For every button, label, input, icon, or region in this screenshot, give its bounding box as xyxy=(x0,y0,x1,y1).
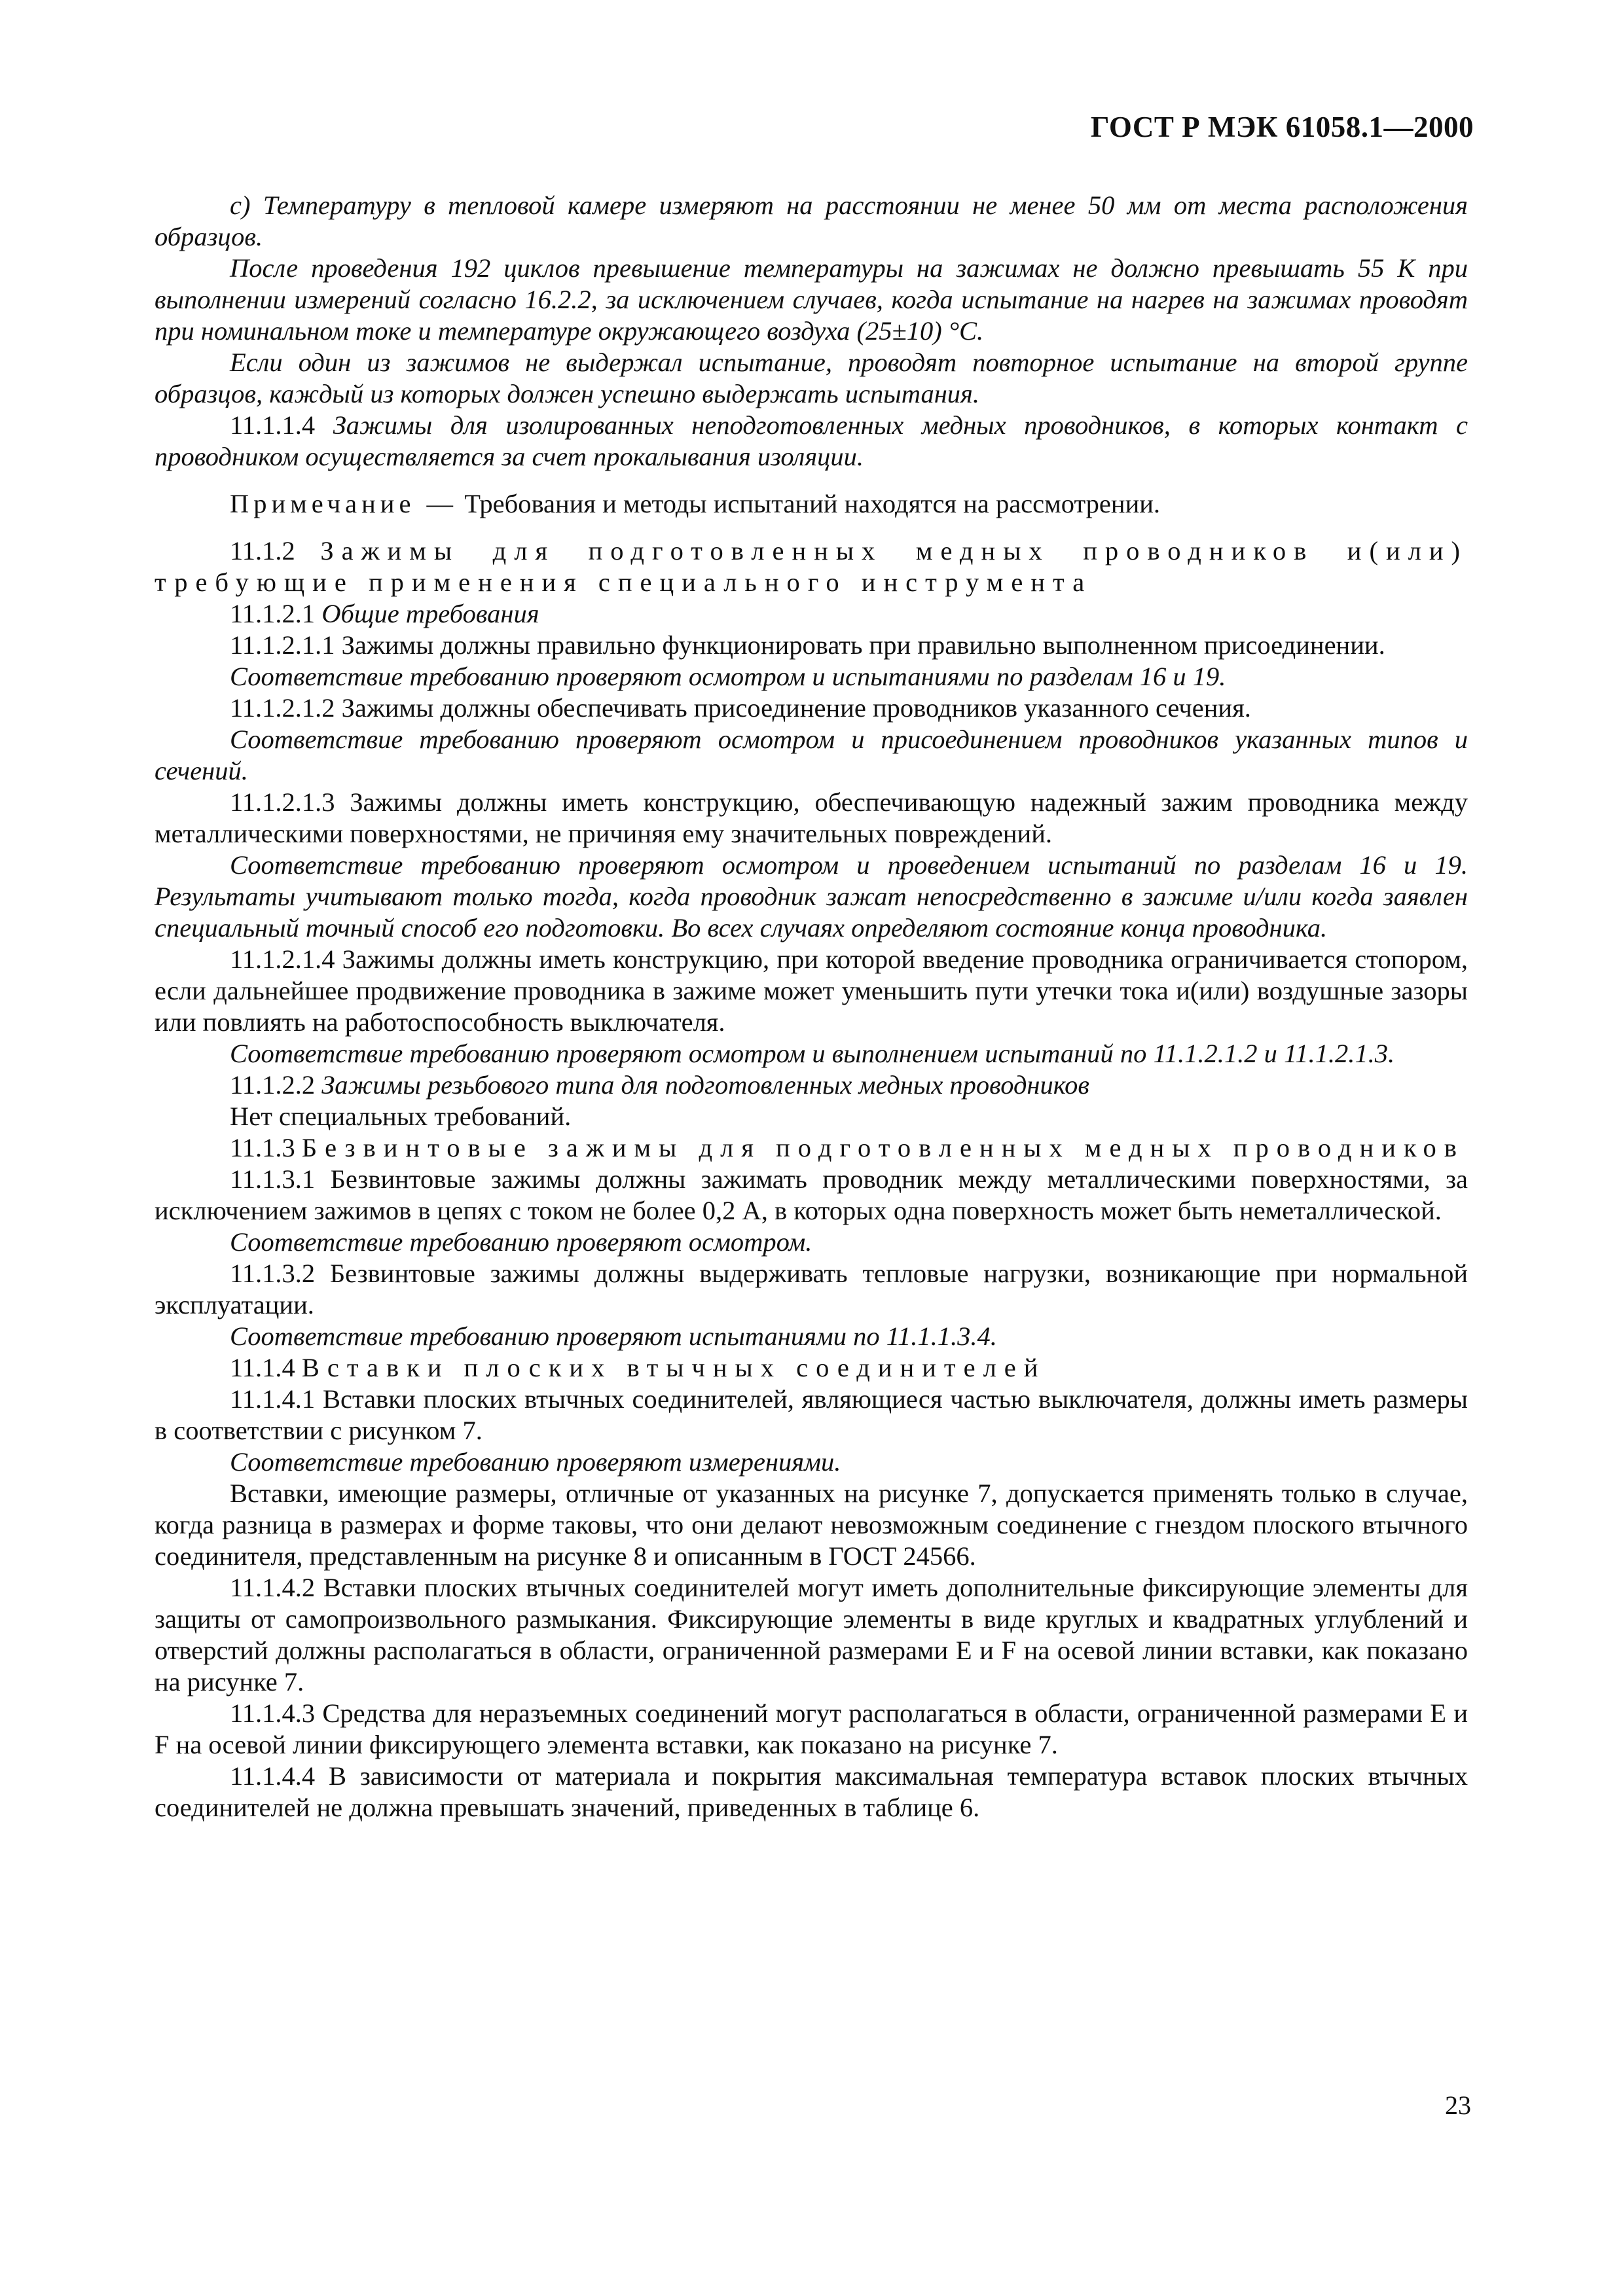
clause-text: Зажимы должны обеспечивать присоединение проводников указанного сечения. xyxy=(341,693,1251,723)
clause-title: Зажимы для подготовленных медных проводников и(или) требующие применения специального инструмента xyxy=(155,536,1468,597)
clause-number: 11.1.2.1.2 xyxy=(230,693,335,723)
note-label: Примечание — xyxy=(230,489,458,518)
clause-number: 11.1.4.2 xyxy=(230,1573,316,1602)
clause-11-1-2-1-2 xyxy=(155,692,1468,724)
clause-11-1-4-4 xyxy=(155,1761,1468,1823)
compliance-text: Соответствие требованию проверяют измерениями. xyxy=(230,1447,841,1477)
paragraph-tabs-sizes: Вставки, имеющие размеры, отличные от указанных на рисунке 7, допускается применять только в случае, когда разница в размерах и форме таковы, что они делают невозможным соединение с гнездом плоского втычного соединителя, представленным на рисунке 8 и описанным в ГОСТ 24566. xyxy=(155,1479,1468,1571)
clause-11-1-4-2 xyxy=(155,1572,1468,1698)
clause-number: 11.1.4.4 xyxy=(230,1761,316,1791)
clause-11-1-4-1 xyxy=(155,1384,1468,1446)
clause-number: 11.1.1.4 xyxy=(230,410,316,440)
clause-text: В зависимости от материала и покрытия максимальная температура вставок плоских втычных соединителей не должна превышать значений, приведенных в таблице 6. xyxy=(155,1761,1468,1822)
clause-text: Безвинтовые зажимы должны зажимать проводник между металлическими поверхностями, за исключением зажимов в цепях с током не более 0,2 А, в которых одна поверхность может быть неметаллической. xyxy=(155,1164,1468,1225)
clause-number: 11.1.2 xyxy=(230,536,295,565)
clause-number: 11.1.4.1 xyxy=(230,1384,316,1414)
clause-number: 11.1.3.2 xyxy=(230,1259,316,1288)
clause-title: Вставки плоских втычных соединителей xyxy=(301,1353,1046,1382)
clause-11-1-4-3 xyxy=(155,1698,1468,1761)
clause-11-1-3-2 xyxy=(155,1258,1468,1321)
clause-11-1-1-4 xyxy=(155,410,1468,473)
clause-number: 11.1.3.1 xyxy=(230,1164,316,1194)
clause-text: Зажимы должны иметь конструкцию, при которой введение проводника ограничивается стопором, если дальнейшее продвижение проводника в зажиме может уменьшить пути утечки тока и(или) воздушные зазоры или повлиять на работоспособность выключателя. xyxy=(155,944,1468,1037)
clause-11-1-4 xyxy=(155,1352,1468,1384)
compliance-text: Соответствие требованию проверяют осмотром. xyxy=(230,1227,812,1257)
paragraph-temperature-rise: После проведения 192 циклов превышение температуры на зажимах не должно превышать 55 К при выполнении измерений согласно 16.2.2, за исключением случаев, когда испытание на нагрев на зажимах проводят при номинальном токе и температуре окружающего воздуха (25±10) °С. xyxy=(155,253,1468,346)
clause-title: Зажимы для изолированных неподготовленных медных проводников, в которых контакт с проводником осуществляется за счет прокалывания изоляции. xyxy=(155,410,1468,471)
clause-number: 11.1.4.3 xyxy=(230,1698,316,1728)
standard-header: ГОСТ Р МЭК 61058.1—2000 xyxy=(1090,111,1474,143)
paragraph-c: c) Температуру в тепловой камере измеряют на расстоянии не менее 50 мм от места расположения образцов. xyxy=(155,190,1468,251)
note-text: Требования и методы испытаний находятся на рассмотрении. xyxy=(464,489,1161,518)
clause-number: 11.1.2.1.3 xyxy=(230,787,335,817)
note xyxy=(155,488,1468,520)
clause-title: Общие требования xyxy=(321,599,539,628)
paragraph-retest: Если один из зажимов не выдержал испытание, проводят повторное испытание на второй группе образцов, каждый из которых должен успешно выдержать испытания. xyxy=(155,348,1468,408)
clause-number: 11.1.2.1.4 xyxy=(230,944,335,974)
clause-11-1-3-1 xyxy=(155,1164,1468,1227)
compliance-text: Соответствие требованию проверяют осмотром и проведением испытаний по разделам 16 и 19. Результаты учитывают только тогда, когда проводник зажат непосредственно в зажиме и/или когда заявлен специальный точный способ его подготовки. Во всех случаях определяют состояние конца проводника. xyxy=(155,850,1468,942)
compliance-text: Соответствие требованию проверяют осмотром и выполнением испытаний по 11.1.2.1.2 и 11.1.2.1.3. xyxy=(230,1039,1395,1068)
clause-11-1-2-1-4 xyxy=(155,944,1468,1038)
clause-number: 11.1.3 xyxy=(230,1133,295,1162)
clause-11-1-2-1-3 xyxy=(155,787,1468,850)
clause-11-1-2-1-1 xyxy=(155,630,1468,661)
compliance-text: Соответствие требованию проверяют испытаниями по 11.1.1.3.4. xyxy=(230,1321,997,1351)
compliance-text: Соответствие требованию проверяют осмотром и испытаниями по разделам 16 и 19. xyxy=(230,662,1226,691)
clause-text: Средства для неразъемных соединений могут располагаться в области, ограниченной размерами Е и F на осевой линии фиксирующего элемента вставки, как показано на рисунке 7. xyxy=(155,1698,1468,1759)
clause-text: Зажимы должны иметь конструкцию, обеспечивающую надежный зажим проводника между металлическими поверхностями, не причиняя ему значительных повреждений. xyxy=(155,787,1468,848)
clause-11-1-2-2 xyxy=(155,1069,1468,1101)
clause-11-1-2 xyxy=(155,535,1468,598)
clause-11-1-3 xyxy=(155,1132,1468,1164)
compliance-text: Соответствие требованию проверяют осмотром и присоединением проводников указанных типов и сечений. xyxy=(155,725,1468,785)
paragraph-no-requirements: Нет специальных требований. xyxy=(230,1102,572,1131)
clause-text: Вставки плоских втычных соединителей, являющиеся частью выключателя, должны иметь размеры в соответствии с рисунком 7. xyxy=(155,1384,1468,1445)
clause-text: Вставки плоских втычных соединителей могут иметь дополнительные фиксирующие элементы для защиты от самопроизвольного размыкания. Фиксирующие элементы в виде круглых и квадратных углублений и отверстий должны располагаться в области, ограниченной размерами Е и F на осевой линии вставки, как показано на рисунке 7. xyxy=(155,1573,1468,1696)
page-body xyxy=(155,190,1468,1823)
clause-title: Зажимы резьбового типа для подготовленных медных проводников xyxy=(321,1070,1090,1100)
clause-number: 11.1.2.1.1 xyxy=(230,630,335,660)
clause-title: Безвинтовые зажимы для подготовленных медных проводников xyxy=(301,1133,1465,1162)
clause-number: 11.1.2.2 xyxy=(230,1070,316,1100)
clause-number: 11.1.4 xyxy=(230,1353,295,1382)
clause-text: Безвинтовые зажимы должны выдерживать тепловые нагрузки, возникающие при нормальной эксплуатации. xyxy=(155,1259,1468,1319)
clause-11-1-2-1 xyxy=(155,598,1468,630)
clause-number: 11.1.2.1 xyxy=(230,599,316,628)
page-number: 23 xyxy=(1445,2090,1471,2120)
clause-text: Зажимы должны правильно функционировать при правильно выполненном присоединении. xyxy=(341,630,1385,660)
